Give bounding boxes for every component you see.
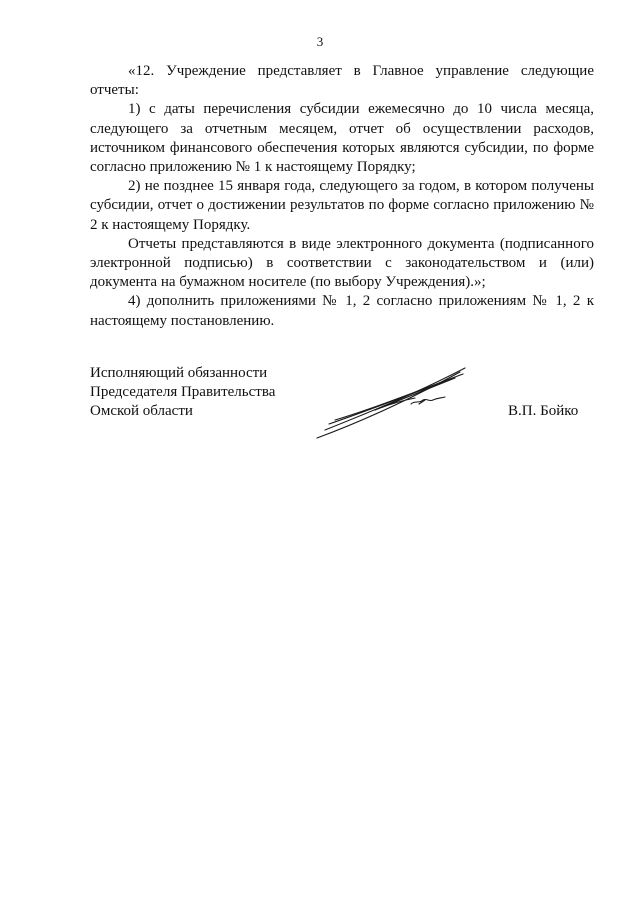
paragraph: 1) с даты перечисления субсидии ежемесячно до 10 числа месяца, следующего за отчетным месяцем, отчет об осуществлении расходов, источником финансового обеспечения которых являются субсидии, по форме согласно приложению № 1 к настоящему Порядку; — [90, 101, 594, 176]
signature-block — [90, 364, 594, 444]
paragraph: «12. Учреждение представляет в Главное управление следующие отчеты: — [90, 63, 594, 99]
page-number: 3 — [316, 34, 324, 49]
signer-position-line: Председателя Правительства — [90, 384, 276, 400]
signer-name: В.П. Бойко — [508, 403, 579, 419]
paragraph: 4) дополнить приложениями № 1, 2 согласно приложениям № 1, 2 к настоящему постановлению. — [90, 293, 594, 329]
paragraph: Отчеты представляются в виде электронного документа (подписанного электронной подписью) в соответствии с законодательством и (или) документа на бумажном носителе (по выбору Учреждения).»; — [90, 235, 594, 291]
signer-position-line: Исполняющий обязанности — [90, 365, 268, 381]
signer-position-line: Омской области — [90, 403, 193, 419]
paragraph: 2) не позднее 15 января года, следующего за годом, в котором получены субсидии, отчет о достижении результатов по форме согласно приложению № 2 к настоящему Порядку. — [90, 178, 594, 233]
document-body — [90, 62, 594, 331]
handwritten-signature-icon — [315, 364, 475, 444]
